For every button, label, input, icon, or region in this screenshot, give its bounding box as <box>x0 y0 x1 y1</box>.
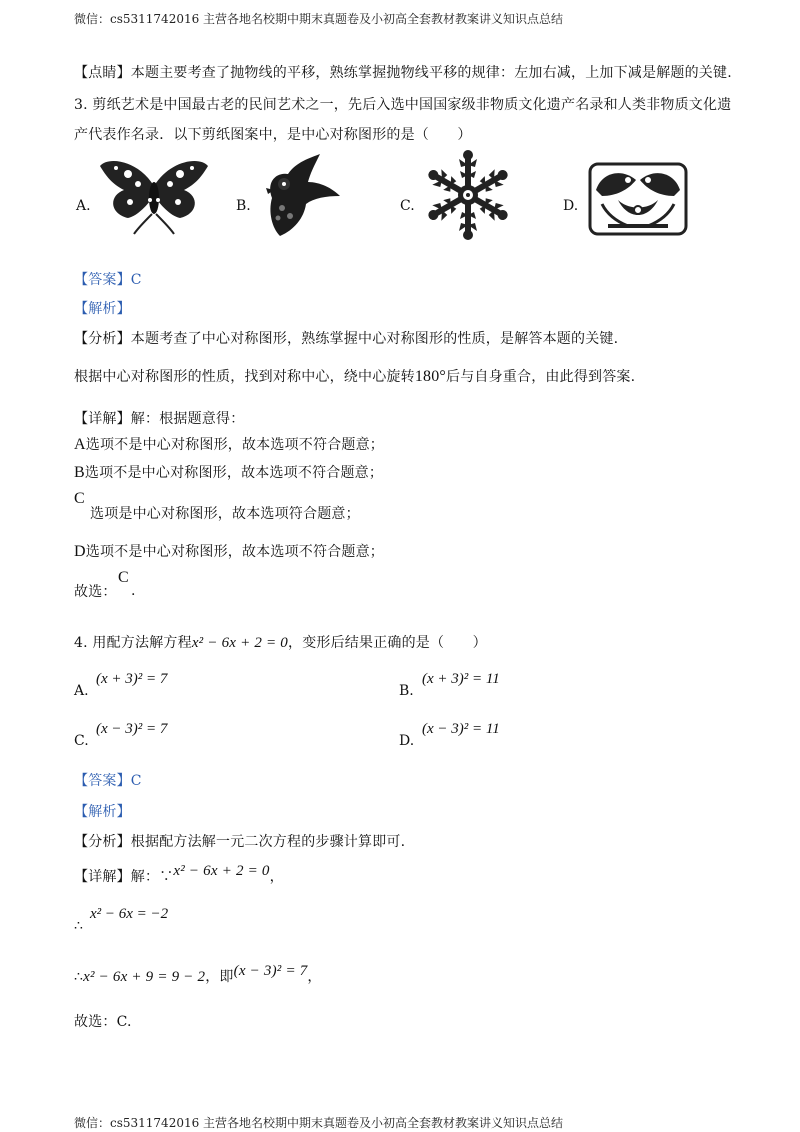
q2-tip: 【点睛】本题主要考查了抛物线的平移，熟练掌握抛物线平移的规律：左加右减，上加下减是解题的关键. <box>74 65 732 81</box>
q4-step2-equation2: (x − 3)² = 7 <box>233 963 308 979</box>
q3-choose-end: . <box>131 583 136 599</box>
q4-option-c: (x − 3)² = 7 <box>96 721 168 737</box>
snowflake-papercut-image <box>418 150 518 240</box>
q3-detail: 【详解】解：根据题意得： <box>74 411 245 427</box>
q3-option-a-label: A. <box>76 198 91 214</box>
q4-detail-post: ， <box>269 869 284 885</box>
page-header: 微信：cs5311742016 主营各地名校期中期末真题卷及小初高全套教材教案讲义知识点总结 <box>74 12 564 26</box>
butterfly-papercut-image <box>98 156 210 236</box>
q4-option-a: (x + 3)² = 7 <box>96 671 168 687</box>
q3-detail-d-letter: D <box>74 543 86 560</box>
q3-option-d-label: D. <box>563 198 579 214</box>
q3-detail-c-letter: C <box>74 490 85 507</box>
q4-step2-mid: ，即 <box>205 969 234 985</box>
q3-detail-b-text: 选项不是中心对称图形，故本选项不符合题意； <box>84 465 384 481</box>
page-footer: 微信：cs5311742016 主营各地名校期中期末真题卷及小初高全套教材教案讲义知识点总结 <box>74 1116 564 1130</box>
q3-detail-c-text: 选项是中心对称图形，故本选项符合题意； <box>90 506 360 522</box>
q4-option-d: (x − 3)² = 11 <box>422 721 500 737</box>
q4-stem-post: ，变形后结果正确的是（ ） <box>288 635 487 651</box>
q4-step2-end: ， <box>307 969 322 985</box>
q4-stem-equation: x² − 6x + 2 = 0 <box>191 635 288 651</box>
q4-jiexi-label: 【解析】 <box>74 804 131 820</box>
q4-option-c-label: C. <box>74 733 89 749</box>
q3-option-c-label: C. <box>400 198 415 214</box>
swallow-papercut-image <box>262 152 342 238</box>
q4-analysis: 【分析】根据配方法解一元二次方程的步骤计算即可. <box>74 834 406 850</box>
q4-answer: 【答案】C <box>74 773 142 789</box>
q3-detail-d-text: 选项不是中心对称图形，故本选项不符合题意； <box>85 544 384 560</box>
q4-stem-pre: 4. 用配方法解方程 <box>74 635 192 651</box>
q4-option-a-label: A. <box>74 683 89 699</box>
q3-detail-d <box>74 541 384 561</box>
q4-option-d-label: D. <box>399 733 415 749</box>
q3-detail-a-text: 选项不是中心对称图形，故本选项不符合题意； <box>85 437 384 453</box>
q4-step1-equation: x² − 6x = −2 <box>90 906 169 922</box>
q3-option-b-label: B. <box>236 198 251 214</box>
q3-detail-b <box>74 462 383 482</box>
q3-reasoning <box>74 366 635 386</box>
q3-detail-b-letter: B <box>74 464 85 481</box>
q3-analysis: 【分析】本题考查了中心对称图形，熟练掌握中心对称图形的性质，是解答本题的关键. <box>74 331 619 347</box>
q4-choose: 故选：C. <box>74 1014 132 1030</box>
q3-answer: 【答案】C <box>74 272 142 288</box>
q3-reasoning-post: 后与自身重合，由此得到答案. <box>446 369 636 385</box>
q3-detail-a-letter: A <box>74 436 86 453</box>
q4-step2-symbol: ∴ <box>74 969 84 985</box>
q4-step2 <box>74 963 322 986</box>
q3-jiexi-label: 【解析】 <box>74 301 131 317</box>
q3-choose-label: 故选： <box>74 584 117 600</box>
q3-stem-line2: 产代表作名录．以下剪纸图案中，是中心对称图形的是（ ） <box>74 127 472 143</box>
q4-step1-symbol: ∴ <box>74 918 84 934</box>
q4-detail-pre: 【详解】解：∵ <box>74 869 174 885</box>
q4-step2-equation: x² − 6x + 9 = 9 − 2 <box>83 969 206 985</box>
q4-detail <box>74 863 284 886</box>
q4-option-b-label: B. <box>399 683 414 699</box>
q4-option-b: (x + 3)² = 11 <box>422 671 500 687</box>
q3-reasoning-degree: 180° <box>414 368 447 385</box>
fish-papercut-image <box>588 160 688 236</box>
q4-stem <box>74 632 487 652</box>
q4-detail-equation: x² − 6x + 2 = 0 <box>173 863 270 879</box>
q3-detail-a <box>74 434 384 454</box>
q3-reasoning-pre: 根据中心对称图形的性质，找到对称中心，绕中心旋转 <box>74 369 415 385</box>
q3-choose-value: C <box>118 569 129 586</box>
q3-stem-line1: 3. 剪纸艺术是中国最古老的民间艺术之一，先后入选中国国家级非物质文化遗产名录和人类非物质文化遗 <box>74 97 732 113</box>
